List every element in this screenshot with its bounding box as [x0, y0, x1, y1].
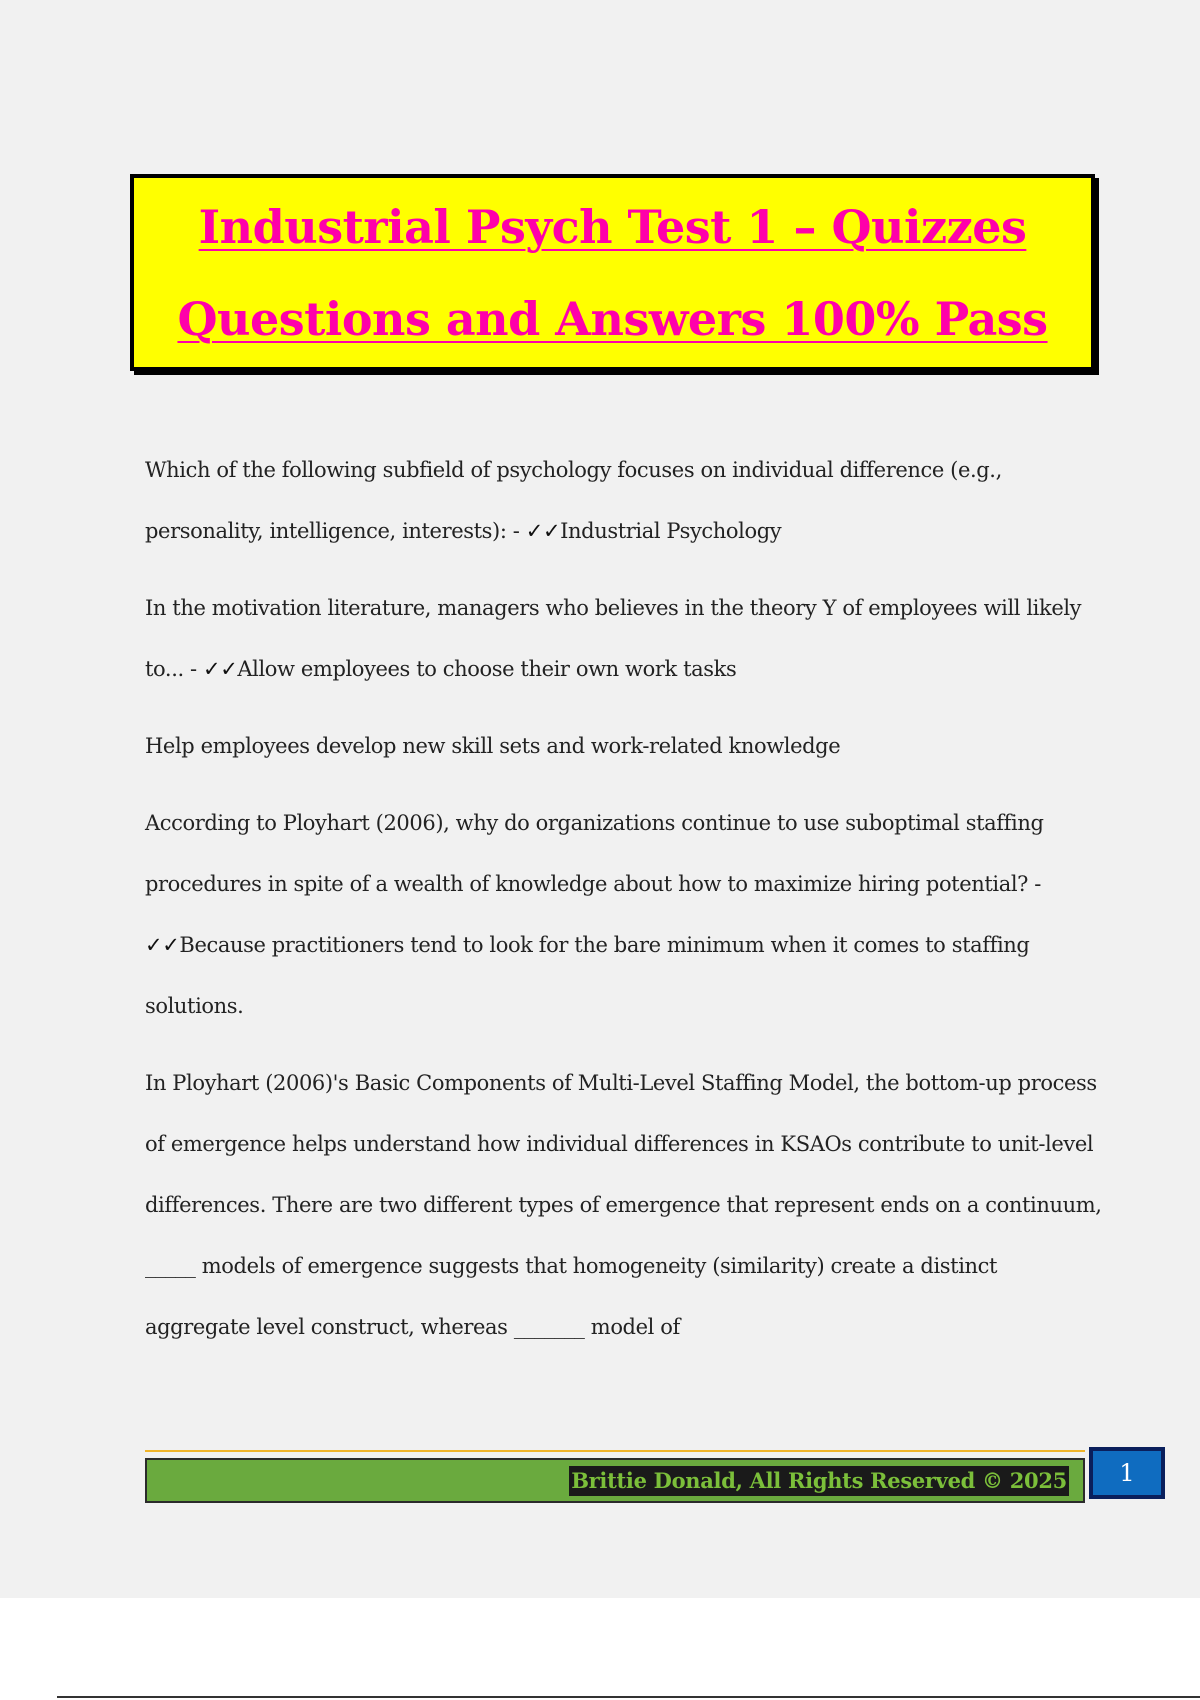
double-check-icon: ✓✓ [203, 657, 238, 681]
answer-text: Industrial Psychology [560, 519, 782, 543]
page-separator [57, 1696, 1200, 1698]
double-check-icon: ✓✓ [525, 519, 561, 543]
question-text: According to Ployhart (2006), why do organizations continue to use suboptimal staffing procedures in spite of a wealth of knowledge about how to maximize hiring potential? - [145, 811, 1044, 896]
answer-text: Because practitioners tend to look for the bare minimum when it comes to staffing solutions. [145, 933, 1030, 1018]
title-banner [130, 174, 1095, 371]
qa-item [145, 440, 1105, 562]
question-text: Which of the following subfield of psychology focuses on individual difference (e.g., personality, intelligence, interests): - [145, 458, 1002, 543]
answer-continuation: Help employees develop new skill sets and work-related knowledge [145, 734, 841, 758]
footer-divider [145, 1450, 1085, 1452]
qa-item [145, 793, 1105, 1037]
page-number: 1 [1119, 1459, 1135, 1487]
question-text-partial: In Ployhart (2006)'s Basic Components of Multi-Level Staffing Model, the bottom-up process of emergence helps understand how individual differences in KSAOs contribute to unit-level differences. There are two different types of emergence that represent ends on a continuum, _____ models of emergence suggests that homogeneity (similarity) create a distinct aggregate level construct, whereas _______ model of [145, 1071, 1102, 1339]
document-title-line-1: Industrial Psych Test 1 – Quizzes [198, 199, 1027, 254]
copyright-notice: Brittie Donald, All Rights Reserved © 2025 [569, 1466, 1069, 1496]
answer-text: Allow employees to choose their own work tasks [237, 657, 737, 681]
page-number-badge [1089, 1447, 1165, 1499]
question-text: In the motivation literature, managers who believes in the theory Y of employees will likely to... - [145, 596, 1082, 681]
double-check-icon: ✓✓ [145, 933, 180, 957]
document-body [145, 440, 1105, 1374]
document-title-line-2: Questions and Answers 100% Pass [177, 291, 1048, 346]
qa-item [145, 578, 1105, 700]
footer-bar [145, 1458, 1085, 1503]
